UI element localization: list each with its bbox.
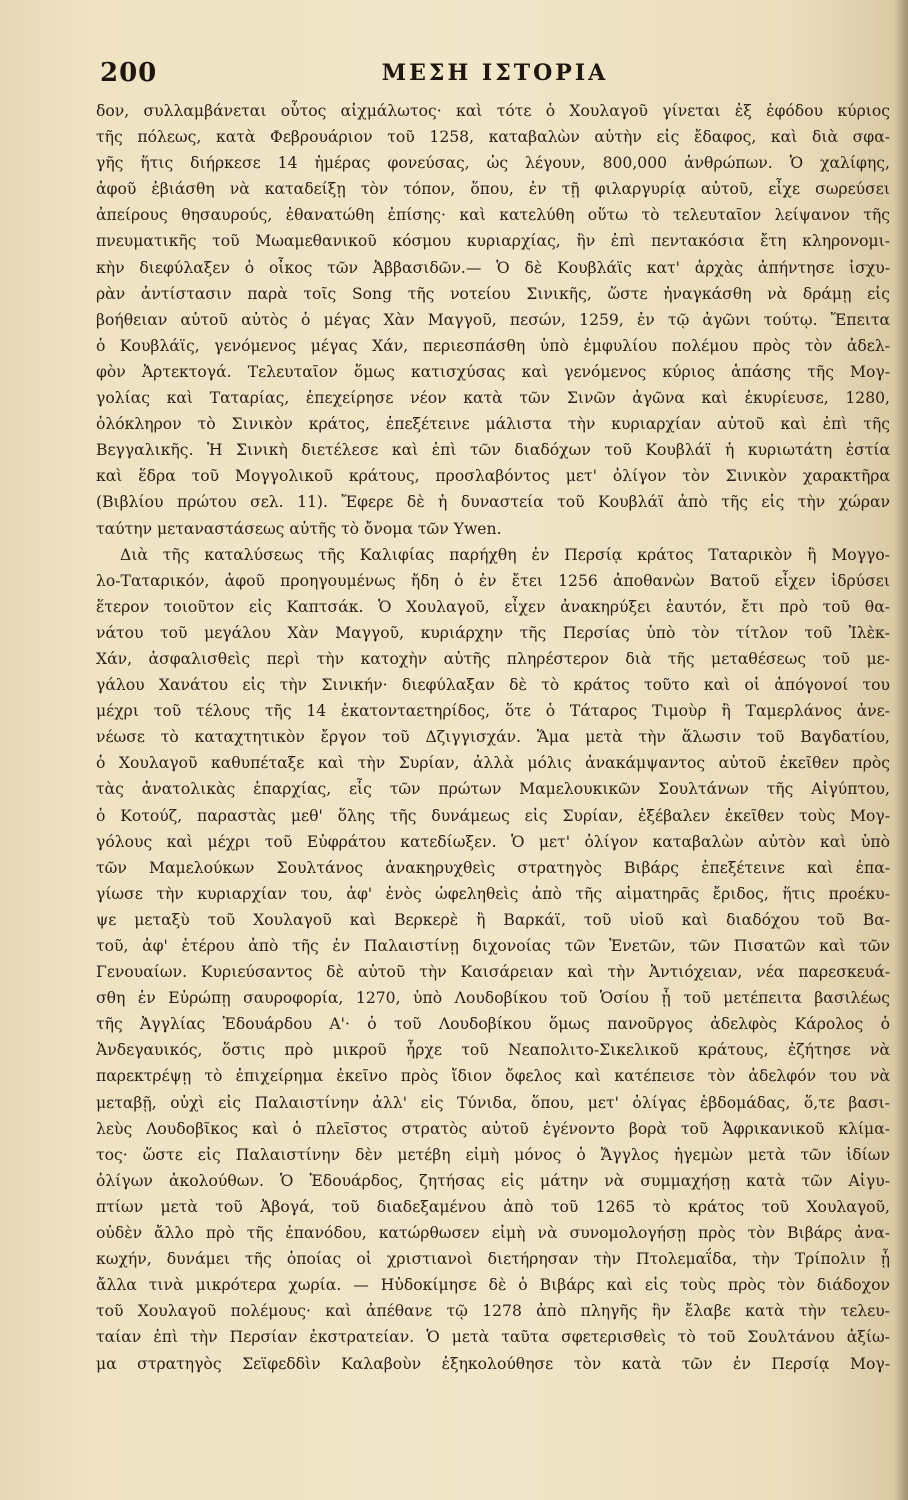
page-number: 200 [100, 58, 158, 88]
text-line: ρὰν ἀντίστασιν παρὰ τοῖς Song τῆς νοτείου Σινικῆς, ὥστε ἠναγκάσθη νὰ δράμῃ εἰς [96, 284, 890, 303]
text-line: πτίων μετὰ τοῦ Ἀβογά, τοῦ διαδεξαμένου ἀπὸ τοῦ 1265 τὸ κράτος τοῦ Χουλαγοῦ, [96, 1197, 890, 1216]
text-line: ὁ Κουβλάϊς, γενόμενος μέγας Χάν, περιεσπάσθη ὑπὸ ἐμφυλίου πολέμου πρὸς τὸν ἀδελ- [96, 336, 890, 355]
page-edge-shadow [894, 0, 908, 1500]
text-line: Βεγγαλικῆς. Ἡ Σινικὴ διετέλεσε καὶ ἐπὶ τῶν διαδόχων τοῦ Κουβλάϊ ἡ κυριωτάτη ἑστία [96, 441, 890, 460]
text-line: ψε μεταξὺ τοῦ Χουλαγοῦ καὶ Βερκερὲ ἢ Βαρκάϊ, τοῦ υἱοῦ καὶ διαδόχου τοῦ Βα- [96, 910, 890, 929]
text-line: δον, συλλαμβάνεται οὗτος αἰχμάλωτος· καὶ τότε ὁ Χουλαγοῦ γίνεται ἐξ ἐφόδου κύριος [96, 102, 890, 120]
text-line: τοῦ, ἀφ' ἑτέρου ἀπὸ τῆς ἐν Παλαιστίνῃ διχονοίας τῶν Ἑνετῶν, τῶν Πισατῶν καὶ τῶν [96, 937, 890, 955]
text-line: ὀλίγων ἀκολούθων. Ὁ Ἐδουάρδος, ζητήσας εἰς μάτην νὰ συμμαχήσῃ κατὰ τῶν Αἰγυ- [96, 1171, 890, 1190]
running-title: ΜΕΣΗ ΙΣΤΟΡΙΑ [381, 60, 609, 86]
text-line: Διὰ τῆς καταλύσεως τῆς Καλιφίας παρήχθη ἐν Περσίᾳ κράτος Ταταρικὸν ἢ Μογγο- [120, 545, 890, 564]
text-line: τῆς Ἀγγλίας Ἐδουάρδου Α'· ὁ τοῦ Λουδοβίκου ὅμως πανοῦργος ἀδελφὸς Κάρολος ὁ [96, 1015, 890, 1034]
text-line: ὁ Χουλαγοῦ καθυπέταξε καὶ τὴν Συρίαν, ἀλλὰ μόλις ἀνακάμψαντος αὐτοῦ ἐκεῖθεν πρὸς [96, 754, 890, 773]
text-line: τὰς ἀνατολικὰς ἐπαρχίας, εἷς τῶν πρώτων Μαμελουκικῶν Σουλτάνων τῆς Αἰγύπτου, [96, 780, 890, 799]
text-line: οὐδὲν ἄλλο πρὸ τῆς ἐπανόδου, κατώρθωσεν εἰμὴ νὰ συνομολογήσῃ πρὸς τὸν Βιβάρς ἀνα- [96, 1224, 890, 1243]
text-line: τῶν Μαμελούκων Σουλτάνος ἀνακηρυχθεὶς στρατηγὸς Βιβάρς ἐπεξέτεινε καὶ ἐπα- [96, 858, 890, 877]
text-line: κωχήν, δυνάμει τῆς ὁποίας οἱ χριστιανοὶ διετήρησαν τὴν Πτολεμαΐδα, τὴν Τρίπολιν ᾗ [96, 1250, 890, 1269]
text-line: τοῦ Χουλαγοῦ πολέμους· καὶ ἀπέθανε τῷ 1278 ἀπὸ πληγῆς ἣν ἔλαβε κατὰ τὴν τελευ- [96, 1302, 890, 1321]
text-line: ἀφοῦ ἐβιάσθη νὰ καταδείξῃ τὸν τόπον, ὅπου, ἐν τῇ φιλαργυρίᾳ αὐτοῦ, εἶχε σωρεύσει [96, 180, 890, 199]
text-line: ταίαν ἐπὶ τὴν Περσίαν ἐκστρατείαν. Ὁ μετὰ ταῦτα σφετερισθεὶς τὸ τοῦ Σουλτάνου ἀξίω- [96, 1328, 890, 1347]
text-line: ὁ Κοτούζ, παραστὰς μεθ' ὅλης τῆς δυνάμεως εἰς Συρίαν, ἐξέβαλεν ἐκεῖθεν τοὺς Μογ- [96, 806, 890, 825]
text-line: Χάν, ἀσφαλισθεὶς περὶ τὴν κατοχὴν αὐτῆς πληρέστερον διὰ τῆς μεταθέσεως τοῦ με- [96, 649, 890, 668]
text-line: σθη ἐν Εὐρώπῃ σαυροφορία, 1270, ὑπὸ Λουδοβίκου τοῦ Ὁσίου ᾗ τοῦ μετέπειτα βασιλέως [96, 989, 890, 1008]
text-line: τος· ὥστε εἰς Παλαιστίνην δὲν μετέβη εἰμὴ μόνος ὁ Ἄγγλος ἡγεμὼν μετὰ τῶν ἰδίων [96, 1145, 890, 1164]
body-text [96, 98, 890, 1377]
text-line: μεταβῇ, οὐχὶ εἰς Παλαιστίνην ἀλλ' εἰς Τύνιδα, ὅπου, μετ' ὀλίγας ἑβδομάδας, ὅ,τε βασι- [96, 1093, 890, 1112]
page-header [100, 58, 890, 92]
text-line: τῆς πόλεως, κατὰ Φεβρουάριον τοῦ 1258, καταβαλὼν αὐτὴν εἰς ἔδαφος, καὶ διὰ σφα- [96, 128, 890, 147]
text-line: ταύτην μεταναστάσεως αὐτῆς τὸ ὄνομα τῶν Ywen. [96, 519, 502, 538]
text-line: ὁλόκληρον τὸ Σινικὸν κράτος, ἐπεξέτεινε μάλιστα τὴν κυριαρχίαν αὐτοῦ καὶ ἐπὶ τῆς [96, 415, 890, 434]
text-line: Ἀνδεγαυικός, ὅστις πρὸ μικροῦ ἦρχε τοῦ Νεαπολιτο-Σικελικοῦ κράτους, ἐζήτησε νὰ [96, 1041, 890, 1060]
text-line: νέωσε τὸ καταχτητικὸν ἔργον τοῦ Δζιγγισχάν. Ἅμα μετὰ τὴν ἅλωσιν τοῦ Βαγδατίου, [96, 728, 890, 747]
text-line: γόλους καὶ μέχρι τοῦ Εὐφράτου κατεδίωξεν. Ὁ μετ' ὀλίγον καταβαλὼν αὐτὸν καὶ ὑπὸ [96, 832, 890, 851]
text-line: ἀπείρους θησαυρούς, ἐθανατώθη ἐπίσης· καὶ κατελύθη οὕτω τὸ τελευταῖον λείψανον τῆς [96, 206, 890, 225]
text-line: ἄλλα τινὰ μικρότερα χωρία. — Ηὐδοκίμησε δὲ ὁ Βιβάρς καὶ εἰς τοὺς πρὸς τὸν διάδοχον [96, 1276, 890, 1295]
text-line: γολίας καὶ Ταταρίας, ἐπεχείρησε νέον κατὰ τῶν Σινῶν ἀγῶνα καὶ ἐκυρίευσε, 1280, [96, 389, 890, 408]
text-line: καὶ ἕδρα τοῦ Μογγολικοῦ κράτους, προσλαβόντος μετ' ὀλίγον τὸν Σινικὸν χαρακτῆρα [96, 467, 890, 486]
text-line: λεὺς Λουδοβῖκος καὶ ὁ πλεῖστος στρατὸς αὐτοῦ ἐγένοντο βορὰ τοῦ Ἀφρικανικοῦ κλίμα- [96, 1119, 890, 1138]
text-line: βοήθειαν αὐτοῦ αὐτὸς ὁ μέγας Χὰν Μαγγοῦ, πεσών, 1259, ἐν τῷ ἀγῶνι τούτῳ. Ἔπειτα [96, 310, 890, 329]
text-line: μέχρι τοῦ τέλους τῆς 14 ἑκατονταετηρίδος, ὅτε ὁ Τάταρος Τιμοὺρ ἢ Ταμερλάνος ἀνε- [96, 702, 890, 721]
text-line: παρεκτρέψῃ τὸ ἐπιχείρημα ἐκεῖνο πρὸς ἴδιον ὄφελος καὶ κατέπεισε τὸν ἀδελφόν του νὰ [96, 1067, 890, 1086]
text-line: νάτου τοῦ μεγάλου Χὰν Μαγγοῦ, κυριάρχην τῆς Περσίας ὑπὸ τὸν τίτλον τοῦ Ἰλὲκ- [96, 623, 890, 642]
text-line: (Βιβλίου πρώτου σελ. 11). Ἔφερε δὲ ἡ δυναστεία τοῦ Κουβλάϊ ἀπὸ τῆς εἰς τὴν χώραν [96, 493, 890, 512]
text-line: μα στρατηγὸς Σεϊφεδδὶν Καλαβοὺν ἐξηκολούθησε τὸν κατὰ τῶν ἐν Περσίᾳ Μογ- [96, 1354, 890, 1373]
text-line: ἕτερον τοιοῦτον εἰς Καπτσάκ. Ὁ Χουλαγοῦ, εἶχεν ἀνακηρύξει ἑαυτόν, ἔτι πρὸ τοῦ θα- [96, 597, 890, 616]
text-line: πνευματικῆς τοῦ Μωαμεθανικοῦ κόσμου κυριαρχίας, ἣν ἐπὶ πεντακόσια ἔτη κληρονομι- [96, 232, 890, 251]
text-line: λο-Ταταρικόν, ἀφοῦ προηγουμένως ἤδη ὁ ἐν ἔτει 1256 ἀποθανὼν Βατοῦ εἶχεν ἱδρύσει [96, 571, 890, 590]
text-line: γίωσε τὴν κυριαρχίαν του, ἀφ' ἑνὸς ὠφεληθεὶς ἀπὸ τῆς αἱματηρᾶς ἔριδος, ἥτις προέκυ- [96, 884, 890, 903]
text-line: Γενουαίων. Κυριεύσαντος δὲ αὐτοῦ τὴν Καισάρειαν καὶ τὴν Ἀντιόχειαν, νέα παρεσκευά- [96, 963, 890, 982]
text-line: γῆς ἥτις διήρκεσε 14 ἡμέρας φονεύσας, ὡς λέγουν, 800,000 ἀνθρώπων. Ὁ χαλίφης, [96, 154, 890, 173]
text-line: κὴν διεφύλαξεν ὁ οἶκος τῶν Ἀββασιδῶν.— Ὁ δὲ Κουβλάϊς κατ' ἀρχὰς ἀπήντησε ἰσχυ- [96, 258, 890, 277]
text-line: φὸν Ἀρτεκτογά. Τελευταῖον ὅμως κατισχύσας καὶ γενόμενος κύριος ἁπάσης τῆς Μογ- [96, 362, 890, 381]
text-line: γάλου Χανάτου εἰς τὴν Σινικήν· διεφύλαξαν δὲ τὸ κράτος τοῦτο καὶ οἱ ἀπόγονοί του [96, 676, 890, 695]
